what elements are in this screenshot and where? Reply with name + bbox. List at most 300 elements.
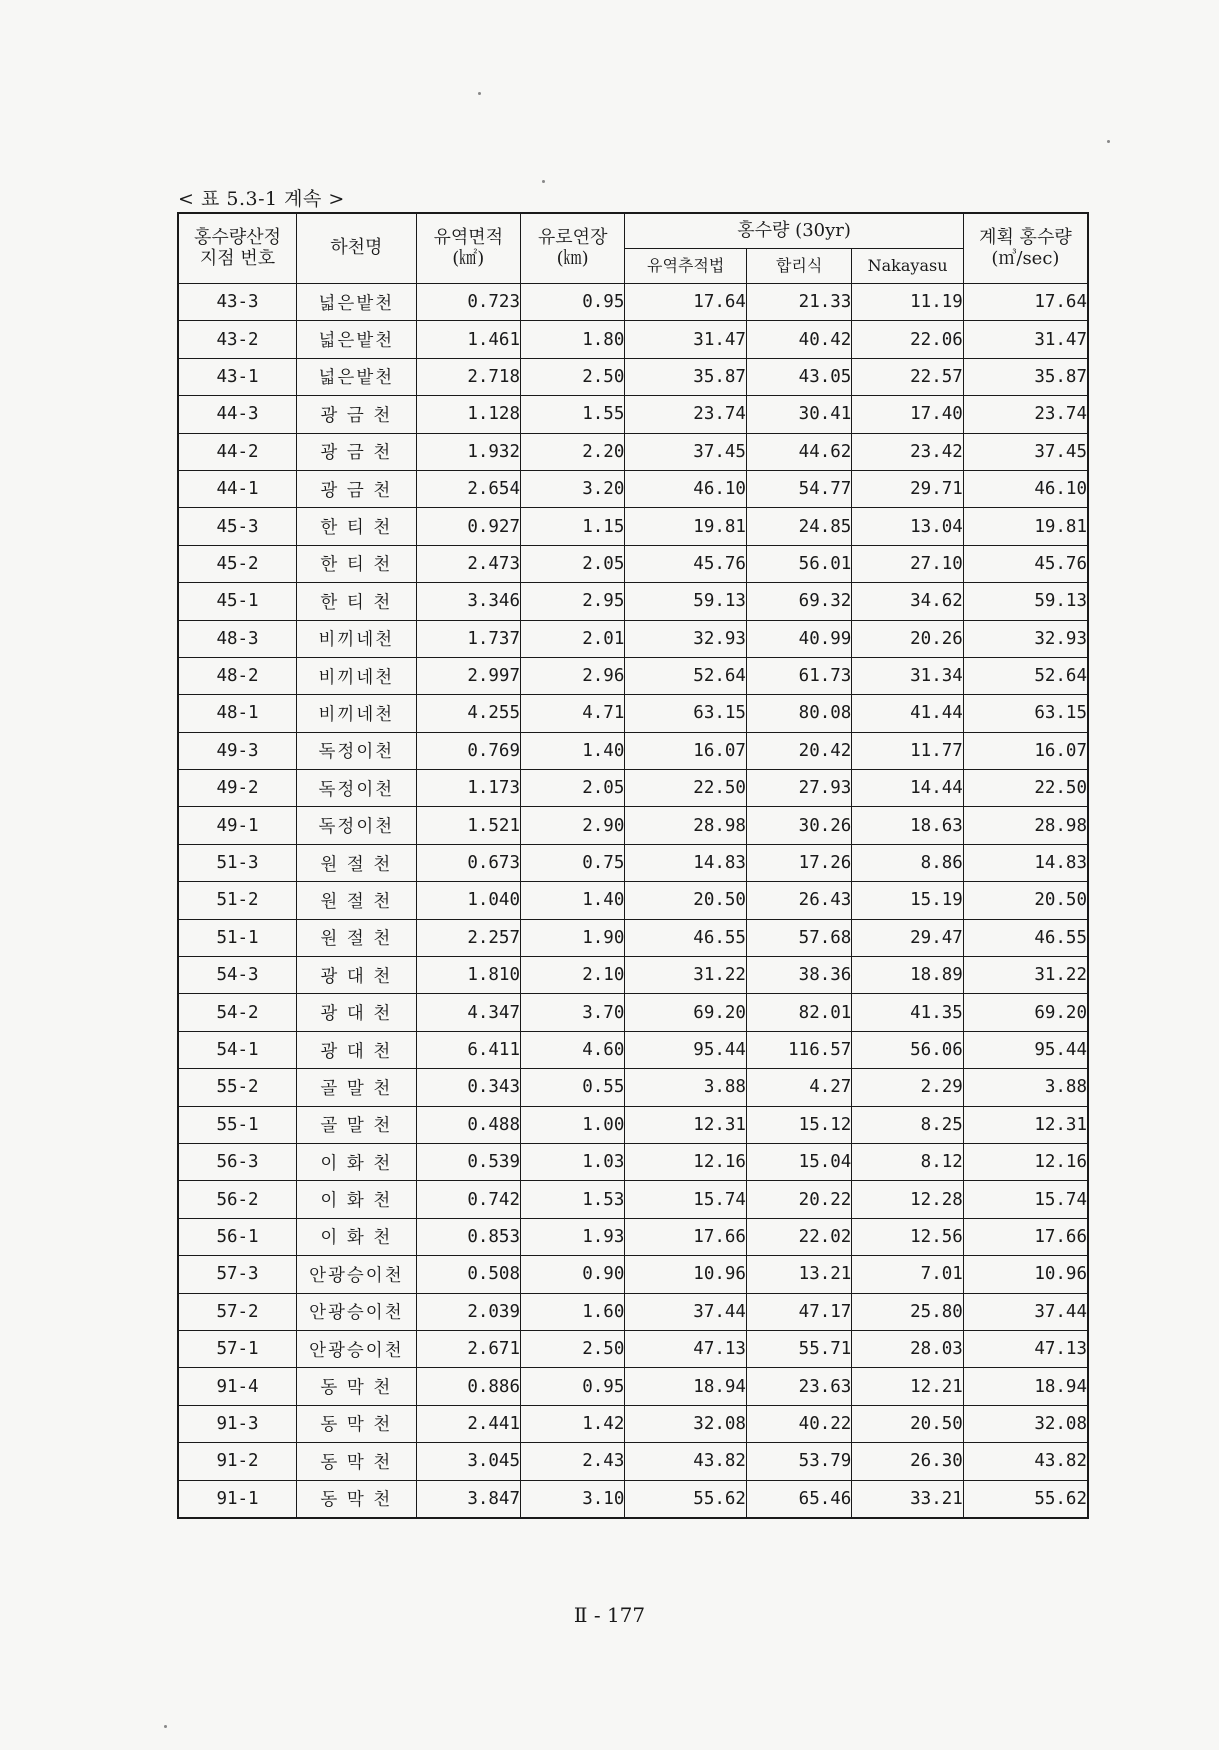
table-row	[178, 882, 1088, 919]
cell-design-flood: 19.81	[963, 508, 1088, 545]
cell-flood-rational: 82.01	[746, 994, 851, 1031]
cell-site-number: 43-1	[178, 358, 297, 395]
cell-river-name: 안광승이천	[297, 1256, 417, 1293]
cell-basin-area: 1.173	[416, 770, 520, 807]
cell-design-flood: 37.44	[963, 1293, 1088, 1330]
cell-design-flood: 59.13	[963, 583, 1088, 620]
cell-river-name: 독정이천	[297, 807, 417, 844]
cell-flood-basin-routing: 43.82	[625, 1443, 747, 1480]
cell-flood-nakayasu: 41.44	[852, 695, 963, 732]
table-row	[178, 620, 1088, 657]
table-row	[178, 396, 1088, 433]
table-row	[178, 1405, 1088, 1442]
cell-site-number: 49-3	[178, 732, 297, 769]
cell-flood-basin-routing: 52.64	[625, 657, 747, 694]
header-channel-length: 유로연장 (㎞)	[521, 213, 625, 284]
cell-site-number: 91-2	[178, 1443, 297, 1480]
cell-flood-basin-routing: 14.83	[625, 844, 747, 881]
cell-design-flood: 18.94	[963, 1368, 1088, 1405]
cell-channel-length: 2.01	[521, 620, 625, 657]
table-row	[178, 470, 1088, 507]
cell-river-name: 이 화 천	[297, 1143, 417, 1180]
cell-channel-length: 3.20	[521, 470, 625, 507]
cell-channel-length: 1.80	[521, 321, 625, 358]
cell-flood-basin-routing: 20.50	[625, 882, 747, 919]
table-row	[178, 545, 1088, 582]
cell-basin-area: 0.673	[416, 844, 520, 881]
cell-flood-basin-routing: 55.62	[625, 1480, 747, 1518]
table-row	[178, 1443, 1088, 1480]
cell-design-flood: 3.88	[963, 1069, 1088, 1106]
cell-flood-nakayasu: 8.12	[852, 1143, 963, 1180]
cell-flood-basin-routing: 37.44	[625, 1293, 747, 1330]
cell-basin-area: 6.411	[416, 1031, 520, 1068]
cell-flood-basin-routing: 69.20	[625, 994, 747, 1031]
cell-flood-basin-routing: 15.74	[625, 1181, 747, 1218]
cell-basin-area: 0.488	[416, 1106, 520, 1143]
cell-channel-length: 0.95	[521, 284, 625, 321]
table-row	[178, 1069, 1088, 1106]
cell-basin-area: 0.539	[416, 1143, 520, 1180]
flood-discharge-table	[177, 212, 1089, 1519]
cell-site-number: 48-2	[178, 657, 297, 694]
cell-flood-rational: 80.08	[746, 695, 851, 732]
cell-channel-length: 2.96	[521, 657, 625, 694]
table-row	[178, 807, 1088, 844]
cell-channel-length: 1.40	[521, 882, 625, 919]
cell-basin-area: 2.671	[416, 1330, 520, 1367]
cell-design-flood: 15.74	[963, 1181, 1088, 1218]
cell-basin-area: 3.045	[416, 1443, 520, 1480]
cell-channel-length: 1.53	[521, 1181, 625, 1218]
cell-river-name: 광 대 천	[297, 994, 417, 1031]
cell-flood-rational: 4.27	[746, 1069, 851, 1106]
scan-speck	[164, 1725, 167, 1728]
cell-river-name: 골 말 천	[297, 1069, 417, 1106]
cell-site-number: 57-2	[178, 1293, 297, 1330]
table-row	[178, 732, 1088, 769]
cell-design-flood: 47.13	[963, 1330, 1088, 1367]
header-flood-discharge-group: 홍수량 (30yr)	[625, 213, 963, 249]
cell-site-number: 56-1	[178, 1218, 297, 1255]
cell-flood-rational: 44.62	[746, 433, 851, 470]
cell-flood-rational: 43.05	[746, 358, 851, 395]
cell-flood-nakayasu: 28.03	[852, 1330, 963, 1367]
cell-flood-nakayasu: 7.01	[852, 1256, 963, 1293]
cell-flood-basin-routing: 45.76	[625, 545, 747, 582]
table-row	[178, 844, 1088, 881]
table-row	[178, 657, 1088, 694]
cell-design-flood: 37.45	[963, 433, 1088, 470]
cell-flood-nakayasu: 27.10	[852, 545, 963, 582]
cell-design-flood: 16.07	[963, 732, 1088, 769]
cell-channel-length: 2.95	[521, 583, 625, 620]
cell-flood-nakayasu: 41.35	[852, 994, 963, 1031]
cell-flood-basin-routing: 31.47	[625, 321, 747, 358]
cell-design-flood: 31.22	[963, 957, 1088, 994]
cell-flood-nakayasu: 8.86	[852, 844, 963, 881]
cell-design-flood: 14.83	[963, 844, 1088, 881]
cell-site-number: 91-3	[178, 1405, 297, 1442]
cell-channel-length: 0.90	[521, 1256, 625, 1293]
cell-flood-nakayasu: 18.63	[852, 807, 963, 844]
cell-flood-basin-routing: 28.98	[625, 807, 747, 844]
table-row	[178, 770, 1088, 807]
cell-flood-rational: 22.02	[746, 1218, 851, 1255]
cell-river-name: 동 막 천	[297, 1405, 417, 1442]
cell-site-number: 48-1	[178, 695, 297, 732]
cell-river-name: 원 절 천	[297, 919, 417, 956]
cell-basin-area: 0.886	[416, 1368, 520, 1405]
cell-flood-basin-routing: 37.45	[625, 433, 747, 470]
cell-flood-basin-routing: 47.13	[625, 1330, 747, 1367]
cell-basin-area: 2.997	[416, 657, 520, 694]
cell-flood-basin-routing: 32.08	[625, 1405, 747, 1442]
cell-flood-rational: 30.26	[746, 807, 851, 844]
cell-channel-length: 2.50	[521, 1330, 625, 1367]
cell-flood-rational: 65.46	[746, 1480, 851, 1518]
cell-flood-rational: 54.77	[746, 470, 851, 507]
cell-channel-length: 1.00	[521, 1106, 625, 1143]
cell-channel-length: 4.71	[521, 695, 625, 732]
cell-design-flood: 63.15	[963, 695, 1088, 732]
cell-flood-basin-routing: 12.16	[625, 1143, 747, 1180]
cell-flood-nakayasu: 12.21	[852, 1368, 963, 1405]
cell-channel-length: 1.15	[521, 508, 625, 545]
table-row	[178, 1218, 1088, 1255]
cell-flood-nakayasu: 20.26	[852, 620, 963, 657]
cell-river-name: 넓은밭천	[297, 284, 417, 321]
cell-flood-rational: 17.26	[746, 844, 851, 881]
cell-channel-length: 1.40	[521, 732, 625, 769]
cell-site-number: 51-3	[178, 844, 297, 881]
table-caption: < 표 5.3-1 계속 >	[178, 188, 345, 210]
cell-flood-rational: 20.22	[746, 1181, 851, 1218]
cell-site-number: 49-1	[178, 807, 297, 844]
cell-channel-length: 3.10	[521, 1480, 625, 1518]
table-row	[178, 1181, 1088, 1218]
cell-flood-rational: 38.36	[746, 957, 851, 994]
cell-river-name: 광 대 천	[297, 957, 417, 994]
cell-channel-length: 2.10	[521, 957, 625, 994]
cell-flood-nakayasu: 12.28	[852, 1181, 963, 1218]
cell-basin-area: 0.927	[416, 508, 520, 545]
cell-basin-area: 3.847	[416, 1480, 520, 1518]
cell-flood-nakayasu: 22.57	[852, 358, 963, 395]
table-row	[178, 1330, 1088, 1367]
table-body	[178, 284, 1088, 1518]
table-row	[178, 284, 1088, 321]
cell-river-name: 넓은밭천	[297, 321, 417, 358]
cell-flood-basin-routing: 31.22	[625, 957, 747, 994]
cell-flood-basin-routing: 10.96	[625, 1256, 747, 1293]
cell-basin-area: 0.853	[416, 1218, 520, 1255]
cell-river-name: 한 티 천	[297, 583, 417, 620]
cell-flood-nakayasu: 14.44	[852, 770, 963, 807]
cell-flood-nakayasu: 2.29	[852, 1069, 963, 1106]
cell-flood-basin-routing: 46.55	[625, 919, 747, 956]
cell-basin-area: 4.347	[416, 994, 520, 1031]
cell-design-flood: 35.87	[963, 358, 1088, 395]
cell-flood-nakayasu: 20.50	[852, 1405, 963, 1442]
cell-flood-nakayasu: 22.06	[852, 321, 963, 358]
cell-river-name: 동 막 천	[297, 1443, 417, 1480]
cell-channel-length: 4.60	[521, 1031, 625, 1068]
cell-flood-rational: 30.41	[746, 396, 851, 433]
table-row	[178, 1480, 1088, 1518]
cell-flood-rational: 24.85	[746, 508, 851, 545]
cell-design-flood: 12.31	[963, 1106, 1088, 1143]
cell-channel-length: 0.95	[521, 1368, 625, 1405]
cell-flood-nakayasu: 12.56	[852, 1218, 963, 1255]
cell-river-name: 동 막 천	[297, 1368, 417, 1405]
cell-basin-area: 1.932	[416, 433, 520, 470]
cell-site-number: 54-2	[178, 994, 297, 1031]
cell-flood-nakayasu: 11.77	[852, 732, 963, 769]
cell-site-number: 51-2	[178, 882, 297, 919]
table-row	[178, 321, 1088, 358]
cell-flood-nakayasu: 26.30	[852, 1443, 963, 1480]
cell-river-name: 한 티 천	[297, 545, 417, 582]
cell-design-flood: 69.20	[963, 994, 1088, 1031]
cell-site-number: 48-3	[178, 620, 297, 657]
cell-flood-rational: 53.79	[746, 1443, 851, 1480]
header-design-flood: 계획 홍수량 (㎥/sec)	[963, 213, 1088, 284]
cell-flood-rational: 55.71	[746, 1330, 851, 1367]
cell-basin-area: 1.128	[416, 396, 520, 433]
cell-flood-basin-routing: 59.13	[625, 583, 747, 620]
cell-basin-area: 1.810	[416, 957, 520, 994]
cell-basin-area: 2.257	[416, 919, 520, 956]
cell-flood-basin-routing: 16.07	[625, 732, 747, 769]
cell-design-flood: 95.44	[963, 1031, 1088, 1068]
cell-design-flood: 31.47	[963, 321, 1088, 358]
cell-basin-area: 2.039	[416, 1293, 520, 1330]
cell-channel-length: 2.20	[521, 433, 625, 470]
cell-basin-area: 1.521	[416, 807, 520, 844]
cell-site-number: 43-2	[178, 321, 297, 358]
scan-speck	[478, 92, 481, 95]
cell-channel-length: 1.03	[521, 1143, 625, 1180]
table-row	[178, 1106, 1088, 1143]
table-row	[178, 1143, 1088, 1180]
cell-river-name: 원 절 천	[297, 882, 417, 919]
cell-flood-rational: 23.63	[746, 1368, 851, 1405]
cell-flood-rational: 20.42	[746, 732, 851, 769]
cell-channel-length: 2.43	[521, 1443, 625, 1480]
cell-river-name: 광 대 천	[297, 1031, 417, 1068]
cell-river-name: 이 화 천	[297, 1218, 417, 1255]
cell-channel-length: 1.42	[521, 1405, 625, 1442]
page-number: Ⅱ - 177	[573, 1603, 646, 1627]
cell-site-number: 56-2	[178, 1181, 297, 1218]
cell-design-flood: 22.50	[963, 770, 1088, 807]
table-row	[178, 1293, 1088, 1330]
cell-basin-area: 0.508	[416, 1256, 520, 1293]
cell-basin-area: 2.654	[416, 470, 520, 507]
table-row	[178, 695, 1088, 732]
cell-design-flood: 43.82	[963, 1443, 1088, 1480]
cell-flood-rational: 21.33	[746, 284, 851, 321]
header-method-basin-routing: 유역추적법	[625, 249, 747, 284]
cell-channel-length: 1.60	[521, 1293, 625, 1330]
cell-river-name: 동 막 천	[297, 1480, 417, 1518]
cell-flood-basin-routing: 35.87	[625, 358, 747, 395]
table-row	[178, 508, 1088, 545]
cell-basin-area: 1.737	[416, 620, 520, 657]
cell-river-name: 골 말 천	[297, 1106, 417, 1143]
cell-flood-nakayasu: 34.62	[852, 583, 963, 620]
header-method-rational: 합리식	[746, 249, 851, 284]
cell-basin-area: 2.441	[416, 1405, 520, 1442]
cell-basin-area: 0.742	[416, 1181, 520, 1218]
cell-design-flood: 23.74	[963, 396, 1088, 433]
cell-river-name: 원 절 천	[297, 844, 417, 881]
cell-site-number: 44-1	[178, 470, 297, 507]
cell-flood-basin-routing: 17.64	[625, 284, 747, 321]
cell-flood-rational: 27.93	[746, 770, 851, 807]
header-method-nakayasu: Nakayasu	[852, 249, 963, 284]
cell-basin-area: 4.255	[416, 695, 520, 732]
table-row	[178, 1031, 1088, 1068]
cell-flood-nakayasu: 33.21	[852, 1480, 963, 1518]
cell-site-number: 45-2	[178, 545, 297, 582]
cell-flood-rational: 40.99	[746, 620, 851, 657]
cell-design-flood: 32.93	[963, 620, 1088, 657]
cell-flood-nakayasu: 8.25	[852, 1106, 963, 1143]
cell-flood-nakayasu: 29.71	[852, 470, 963, 507]
cell-channel-length: 1.90	[521, 919, 625, 956]
cell-flood-nakayasu: 13.04	[852, 508, 963, 545]
cell-site-number: 51-1	[178, 919, 297, 956]
cell-flood-nakayasu: 25.80	[852, 1293, 963, 1330]
cell-river-name: 넓은밭천	[297, 358, 417, 395]
cell-site-number: 57-3	[178, 1256, 297, 1293]
cell-river-name: 한 티 천	[297, 508, 417, 545]
cell-design-flood: 46.55	[963, 919, 1088, 956]
cell-channel-length: 2.05	[521, 770, 625, 807]
cell-flood-rational: 47.17	[746, 1293, 851, 1330]
cell-design-flood: 45.76	[963, 545, 1088, 582]
cell-design-flood: 17.66	[963, 1218, 1088, 1255]
cell-river-name: 비끼네천	[297, 657, 417, 694]
cell-design-flood: 17.64	[963, 284, 1088, 321]
cell-flood-rational: 15.04	[746, 1143, 851, 1180]
cell-flood-rational: 116.57	[746, 1031, 851, 1068]
cell-site-number: 45-3	[178, 508, 297, 545]
cell-site-number: 43-3	[178, 284, 297, 321]
cell-design-flood: 12.16	[963, 1143, 1088, 1180]
cell-flood-basin-routing: 63.15	[625, 695, 747, 732]
cell-basin-area: 0.769	[416, 732, 520, 769]
cell-flood-basin-routing: 12.31	[625, 1106, 747, 1143]
cell-basin-area: 0.723	[416, 284, 520, 321]
table-row	[178, 1368, 1088, 1405]
cell-channel-length: 0.55	[521, 1069, 625, 1106]
cell-flood-nakayasu: 18.89	[852, 957, 963, 994]
cell-flood-rational: 13.21	[746, 1256, 851, 1293]
header-basin-area: 유역면적 (㎢)	[416, 213, 520, 284]
cell-basin-area: 2.473	[416, 545, 520, 582]
cell-river-name: 이 화 천	[297, 1181, 417, 1218]
cell-river-name: 비끼네천	[297, 695, 417, 732]
cell-site-number: 44-3	[178, 396, 297, 433]
cell-flood-nakayasu: 15.19	[852, 882, 963, 919]
cell-design-flood: 46.10	[963, 470, 1088, 507]
cell-basin-area: 3.346	[416, 583, 520, 620]
cell-flood-basin-routing: 17.66	[625, 1218, 747, 1255]
cell-channel-length: 3.70	[521, 994, 625, 1031]
cell-basin-area: 2.718	[416, 358, 520, 395]
cell-basin-area: 0.343	[416, 1069, 520, 1106]
cell-river-name: 광 금 천	[297, 470, 417, 507]
table-header	[178, 213, 1088, 284]
cell-flood-basin-routing: 23.74	[625, 396, 747, 433]
cell-site-number: 54-3	[178, 957, 297, 994]
cell-flood-basin-routing: 32.93	[625, 620, 747, 657]
cell-site-number: 56-3	[178, 1143, 297, 1180]
cell-design-flood: 10.96	[963, 1256, 1088, 1293]
cell-flood-rational: 15.12	[746, 1106, 851, 1143]
cell-site-number: 44-2	[178, 433, 297, 470]
cell-site-number: 54-1	[178, 1031, 297, 1068]
cell-channel-length: 2.50	[521, 358, 625, 395]
table-row	[178, 583, 1088, 620]
cell-flood-rational: 61.73	[746, 657, 851, 694]
cell-flood-rational: 26.43	[746, 882, 851, 919]
cell-flood-nakayasu: 11.19	[852, 284, 963, 321]
cell-site-number: 91-1	[178, 1480, 297, 1518]
cell-design-flood: 32.08	[963, 1405, 1088, 1442]
cell-basin-area: 1.040	[416, 882, 520, 919]
cell-flood-nakayasu: 29.47	[852, 919, 963, 956]
cell-flood-rational: 40.42	[746, 321, 851, 358]
cell-channel-length: 2.05	[521, 545, 625, 582]
cell-river-name: 비끼네천	[297, 620, 417, 657]
cell-site-number: 45-1	[178, 583, 297, 620]
cell-flood-rational: 40.22	[746, 1405, 851, 1442]
cell-channel-length: 2.90	[521, 807, 625, 844]
table-row	[178, 1256, 1088, 1293]
cell-flood-rational: 56.01	[746, 545, 851, 582]
cell-design-flood: 28.98	[963, 807, 1088, 844]
cell-flood-nakayasu: 23.42	[852, 433, 963, 470]
cell-site-number: 49-2	[178, 770, 297, 807]
table-row	[178, 994, 1088, 1031]
cell-site-number: 55-2	[178, 1069, 297, 1106]
cell-channel-length: 0.75	[521, 844, 625, 881]
cell-flood-nakayasu: 31.34	[852, 657, 963, 694]
cell-channel-length: 1.55	[521, 396, 625, 433]
cell-river-name: 독정이천	[297, 770, 417, 807]
cell-flood-basin-routing: 19.81	[625, 508, 747, 545]
scan-speck	[1107, 140, 1110, 143]
cell-flood-basin-routing: 3.88	[625, 1069, 747, 1106]
table-row	[178, 919, 1088, 956]
cell-flood-basin-routing: 22.50	[625, 770, 747, 807]
cell-design-flood: 20.50	[963, 882, 1088, 919]
cell-river-name: 독정이천	[297, 732, 417, 769]
cell-design-flood: 52.64	[963, 657, 1088, 694]
table-row	[178, 433, 1088, 470]
cell-flood-rational: 57.68	[746, 919, 851, 956]
cell-flood-nakayasu: 17.40	[852, 396, 963, 433]
cell-flood-rational: 69.32	[746, 583, 851, 620]
cell-site-number: 57-1	[178, 1330, 297, 1367]
cell-site-number: 91-4	[178, 1368, 297, 1405]
cell-basin-area: 1.461	[416, 321, 520, 358]
cell-flood-basin-routing: 95.44	[625, 1031, 747, 1068]
